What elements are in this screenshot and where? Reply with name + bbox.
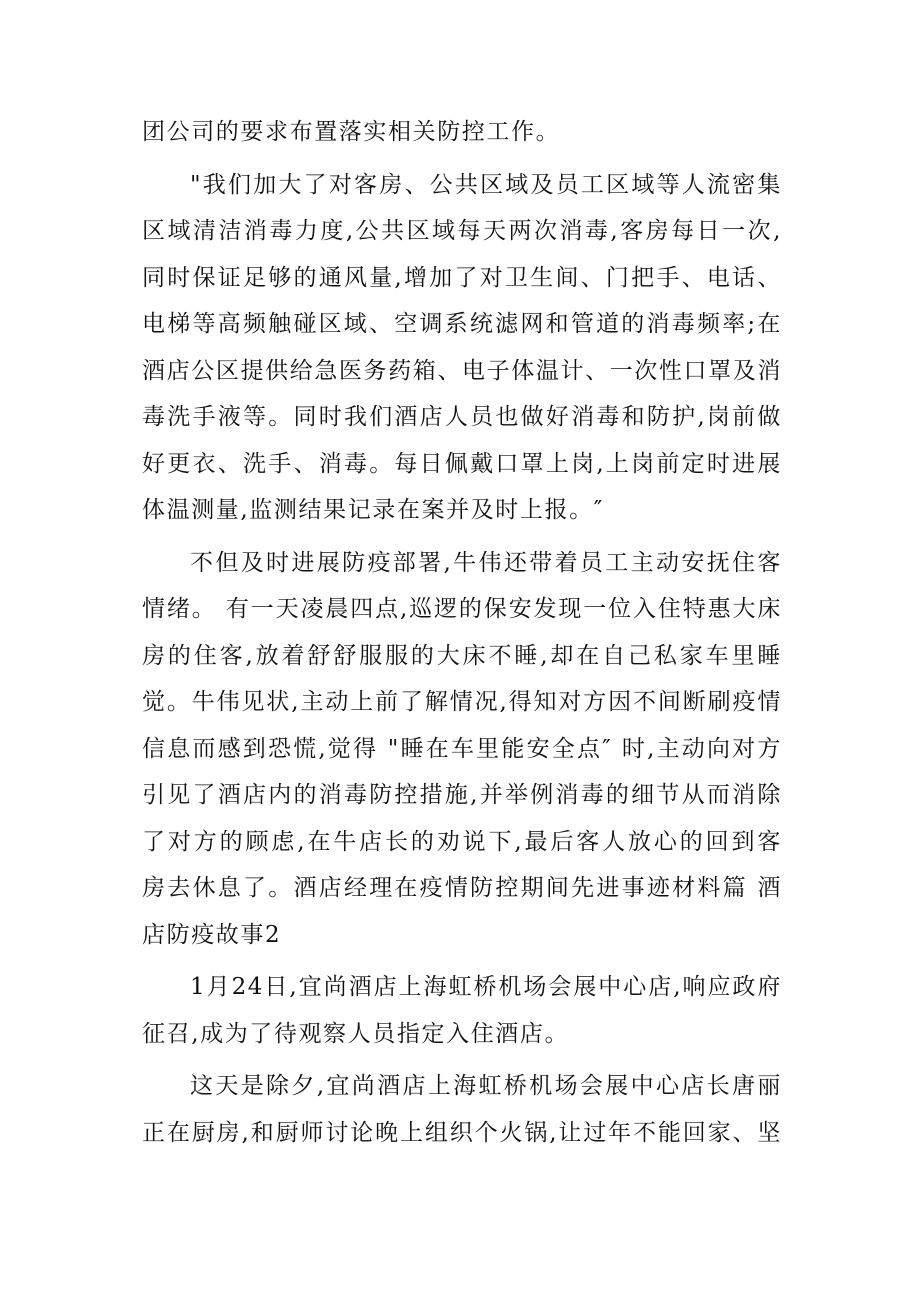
text-line: 区域清洁消毒力度,公共区域每天两次消毒,客房每日一次, [142, 218, 782, 244]
text-line: 正在厨房,和厨师讨论晚上组织个火锅,让过年不能回家、坚 [142, 1119, 782, 1146]
text-line: 房的住客,放着舒舒服服的大床不睡,却在自己私家车里睡 [142, 642, 782, 669]
document-body [142, 109, 782, 1156]
text-line: 毒洗手液等。同时我们酒店人员也做好消毒和防护,岗前做 [142, 404, 782, 430]
text-line: "我们加大了对客房、公共区域及员工区域等人流密集 [190, 171, 782, 198]
text-line: 体温测量,监测结果记录在案并及时上报。″ [142, 497, 604, 523]
text-line: 电梯等高频触碰区域、空调系统滤网和管道的消毒频率;在 [142, 311, 782, 337]
text-line: 这天是除夕,宜尚酒店上海虹桥机场会展中心店长唐丽 [190, 1073, 782, 1099]
text-line: 信息而感到恐慌,觉得 "睡在车里能安全点″ 时,主动向对方 [142, 735, 782, 762]
text-line: 同时保证足够的通风量,增加了对卫生间、门把手、电话、 [142, 264, 782, 291]
text-line: 房去休息了。酒店经理在疫情防控期间先进事迹材料篇 酒 [142, 875, 782, 901]
text-line: 店防疫故事2 [142, 921, 282, 948]
text-line: 好更衣、洗手、消毒。每日佩戴口罩上岗,上岗前定时进展 [142, 450, 782, 477]
text-line: 团公司的要求布置落实相关防控工作。 [142, 119, 561, 145]
text-line: 不但及时进展防疫部署,牛伟还带着员工主动安抚住客 [190, 549, 782, 576]
text-line: 酒店公区提供给急医务药箱、电子体温计、一次性口罩及消 [142, 357, 782, 384]
text-line: 1月24日,宜尚酒店上海虹桥机场会展中心店,响应政府 [190, 974, 782, 1000]
text-line: 觉。牛伟见状,主动上前了解情况,得知对方因不间断刷疫情 [142, 689, 782, 715]
text-line: 征召,成为了待观察人员指定入住酒店。 [142, 1020, 570, 1047]
text-line: 情绪。 有一天凌晨四点,巡逻的保安发现一位入住特惠大床 [142, 596, 782, 622]
text-line: 引见了酒店内的消毒防控措施,并举例消毒的细节从而消除 [142, 782, 782, 808]
text-line: 了对方的顾虑,在牛店长的劝说下,最后客人放心的回到客 [142, 828, 782, 855]
